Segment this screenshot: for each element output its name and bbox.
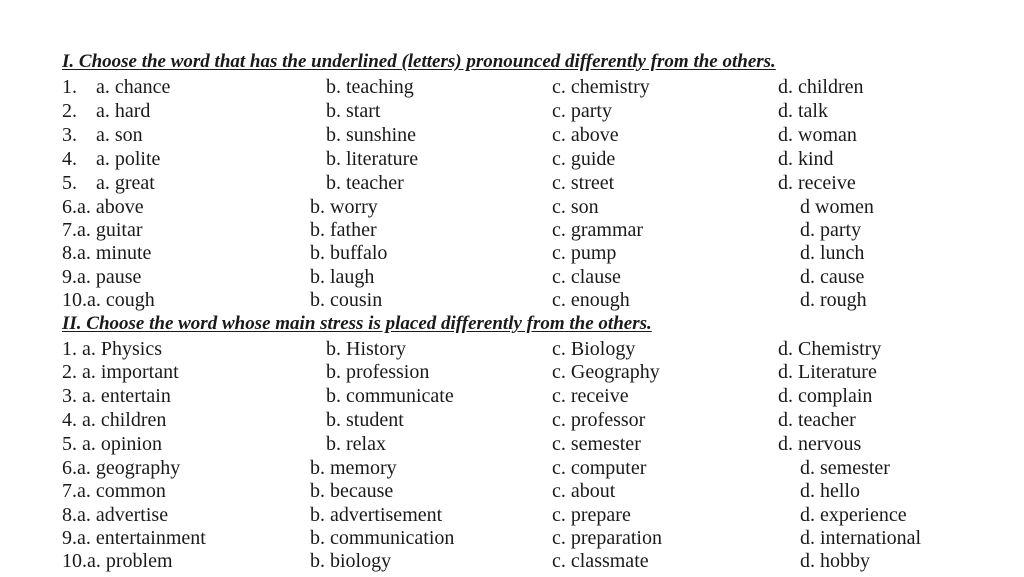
question-row [0,549,1024,573]
option-b: b. History [326,338,406,360]
option-d: d. semester [800,457,890,479]
option-c: c. prepare [552,504,631,526]
option-c: c. classmate [552,550,649,572]
option-b: b. buffalo [310,242,388,264]
option-b: b. father [310,219,377,241]
option-b: b. worry [310,196,378,218]
option-a: a. hard [96,100,151,122]
option-a: 5. a. opinion [62,433,162,455]
option-b: b. cousin [310,289,383,311]
question-row [0,288,1024,312]
question-row [0,218,1024,242]
option-a: 1. a. Physics [62,338,162,360]
option-d: d. rough [800,289,867,311]
option-c: c. street [552,172,615,194]
question-row [0,99,1024,123]
option-a: a. polite [96,148,161,170]
question-row [0,75,1024,99]
option-a: 9.a. entertainment [62,527,206,549]
option-c: c. professor [552,409,646,431]
question-row [0,123,1024,147]
question-row [0,147,1024,171]
option-a: 3. a. entertain [62,385,171,407]
option-d: d. talk [778,100,828,122]
option-c: c. guide [552,148,616,170]
option-b: b. communication [310,527,455,549]
option-c: c. Biology [552,338,636,360]
option-d: d. party [800,219,862,241]
option-d: d. international [800,527,922,549]
option-c: c. grammar [552,219,644,241]
section-1-heading: I. Choose the word that has the underlined (letters) pronounced differently from the others. [62,51,776,72]
option-d: d. experience [800,504,907,526]
option-b: b. teaching [326,76,414,98]
option-d: d. hobby [800,550,870,572]
option-b: b. student [326,409,404,431]
option-c: c. chemistry [552,76,650,98]
option-d: d. kind [778,148,834,170]
option-a: 2. a. important [62,361,179,383]
option-b: b. communicate [326,385,454,407]
option-c: c. party [552,100,612,122]
option-a: 6.a. geography [62,457,181,479]
question-number: 5. [62,172,77,194]
option-b: b. laugh [310,266,375,288]
option-a: 7.a. guitar [62,219,143,241]
question-row [0,503,1024,527]
option-d: d. receive [778,172,856,194]
question-row [0,408,1024,432]
option-d: d. cause [800,266,865,288]
question-number: 2. [62,100,77,122]
option-d: d. children [778,76,864,98]
option-a: 8.a. minute [62,242,152,264]
option-a: a. great [96,172,155,194]
question-row [0,360,1024,384]
option-c: c. son [552,196,599,218]
question-row [0,456,1024,480]
option-c: c. clause [552,266,621,288]
option-c: c. preparation [552,527,662,549]
question-row [0,241,1024,265]
option-d: d. lunch [800,242,865,264]
option-a: 10.a. cough [62,289,155,311]
section-2-heading: II. Choose the word whose main stress is placed differently from the others. [62,313,652,334]
question-row [0,526,1024,550]
option-a: 7.a. common [62,480,166,502]
question-row [0,384,1024,408]
option-d: d. teacher [778,409,856,431]
option-a: a. son [96,124,143,146]
option-b: b. biology [310,550,392,572]
option-b: b. teacher [326,172,404,194]
option-a: 8.a. advertise [62,504,169,526]
option-b: b. memory [310,457,397,479]
option-c: c. receive [552,385,629,407]
option-b: b. relax [326,433,386,455]
option-c: c. computer [552,457,647,479]
option-b: b. profession [326,361,430,383]
option-d: d. Literature [778,361,877,383]
option-b: b. start [326,100,381,122]
question-number: 4. [62,148,77,170]
option-c: c. pump [552,242,617,264]
question-row [0,337,1024,361]
option-a: 9.a. pause [62,266,142,288]
question-row [0,479,1024,503]
option-a: a. chance [96,76,171,98]
option-c: c. semester [552,433,641,455]
question-row [0,171,1024,195]
question-row [0,265,1024,289]
question-row [0,195,1024,219]
option-d: d women [800,196,874,218]
option-d: d. complain [778,385,873,407]
option-b: b. advertisement [310,504,443,526]
option-d: d. nervous [778,433,862,455]
option-b: b. sunshine [326,124,416,146]
question-number: 1. [62,76,77,98]
option-a: 4. a. children [62,409,167,431]
option-c: c. about [552,480,616,502]
option-c: c. above [552,124,619,146]
question-number: 3. [62,124,77,146]
option-a: 6.a. above [62,196,144,218]
option-b: b. literature [326,148,419,170]
option-b: b. because [310,480,394,502]
option-c: c. Geography [552,361,660,383]
option-d: d. hello [800,480,860,502]
option-d: d. woman [778,124,857,146]
option-d: d. Chemistry [778,338,882,360]
option-a: 10.a. problem [62,550,173,572]
option-c: c. enough [552,289,630,311]
question-row [0,432,1024,456]
